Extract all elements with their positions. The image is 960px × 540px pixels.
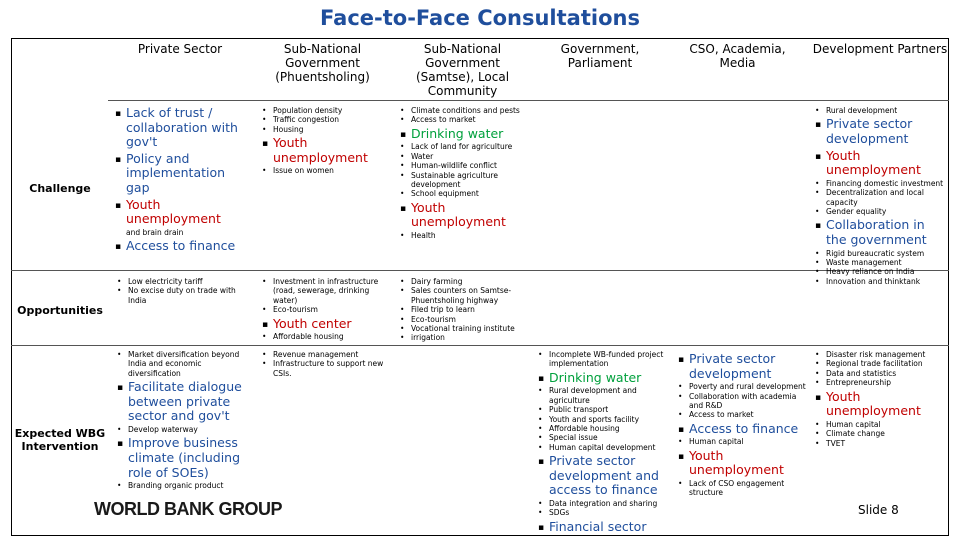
bullet-item: ▪ Youth unemployment: [115, 198, 245, 227]
bullet-item: and brain drain: [126, 227, 184, 237]
bullet-item: • Lack of CSO engagement structure: [678, 479, 806, 498]
bullet-item: • SDGs: [538, 508, 666, 517]
bullet-item: • Youth and sports facility: [538, 415, 666, 424]
bullet-item: • Entrepreneurship: [815, 378, 945, 387]
bullet-item: • Human-wildlife conflict: [400, 161, 528, 170]
bullet-item: ▪ Financial sector: [538, 520, 666, 535]
bullet-item: ▪ Private sector development: [678, 352, 806, 381]
column-header-phuentsholing: Sub-National Government (Phuentsholing): [275, 42, 370, 84]
bullet-list: [400, 106, 528, 240]
bullet-item: ▪ Youth unemployment: [815, 390, 945, 419]
cell-challenge-phuentsholing: [262, 106, 390, 176]
bullet-item: ▪ Drinking water: [538, 371, 666, 386]
bullet-item: • TVET: [815, 439, 945, 448]
bullet-list: [678, 352, 806, 498]
bullet-item: • Revenue management: [262, 350, 390, 359]
column-header-private-sector: Private Sector: [137, 42, 223, 56]
cell-wbg-government: [538, 350, 666, 535]
bullet-item: • Human capital: [815, 420, 945, 429]
bullet-item: ▪ Access to finance: [115, 239, 245, 254]
bullet-item: • Rural development: [815, 106, 945, 115]
bullet-item: • Health: [400, 231, 528, 240]
bullet-item: • Develop waterway: [117, 425, 245, 434]
bullet-item: • Filed trip to learn: [400, 305, 520, 314]
bullet-item: • Affordable housing: [538, 424, 666, 433]
bullet-list: [815, 277, 945, 286]
cell-wbg-dev-partners: [815, 350, 945, 448]
bullet-list: [815, 350, 945, 448]
bullet-item: • Climate change: [815, 429, 945, 438]
row-label-opportunities: Opportunities: [17, 304, 103, 317]
cell-opportunities-private-sector: [117, 277, 245, 305]
bullet-item: ▪ Improve business climate (including role of SOEs): [117, 436, 245, 480]
slide-number: Slide 8: [858, 503, 899, 517]
bullet-item: • Innovation and thinktank: [815, 277, 945, 286]
bullet-list: [262, 350, 390, 378]
bullet-item: • Human capital: [678, 437, 806, 446]
bullet-item: ▪ Youth unemployment: [262, 136, 390, 165]
column-header-dev-partners: Development Partners: [812, 42, 948, 56]
bullet-item: • Disaster risk management: [815, 350, 945, 359]
bullet-item: ▪ Drinking water: [400, 127, 528, 142]
bullet-item: ▪ Youth unemployment: [815, 149, 945, 178]
cell-wbg-cso: [678, 350, 806, 498]
bullet-item: • Investment in infrastructure (road, sewerage, drinking water): [262, 277, 390, 305]
bullet-list: [262, 106, 390, 176]
column-header-cso: CSO, Academia, Media: [689, 42, 786, 70]
bullet-item: ▪ Collaboration in the government: [815, 218, 945, 247]
slide-title: Face-to-Face Consultations: [320, 6, 640, 30]
bullet-item: ▪ Youth center: [262, 317, 390, 332]
bullet-item: ▪ Access to finance: [678, 422, 806, 437]
bullet-item: ▪ Lack of trust / collaboration with gov't: [115, 106, 245, 150]
bullet-item: • Poverty and rural development: [678, 382, 806, 391]
bullet-item: • Data and statistics: [815, 369, 945, 378]
column-header-government: Government, Parliament: [560, 42, 640, 70]
bullet-item: • Housing: [262, 125, 390, 134]
row-divider: [11, 270, 949, 271]
cell-wbg-private-sector: [117, 350, 245, 491]
bullet-item: • Water: [400, 152, 528, 161]
bullet-item: • Vocational training institute: [400, 324, 520, 333]
bullet-item: • No excise duty on trade with India: [117, 286, 245, 305]
bullet-item: ▪ Private sector development and access to finance: [538, 454, 666, 498]
bullet-item: • Financing domestic investment: [815, 179, 945, 188]
column-header-samtse: Sub-National Government (Samtse), Local Community: [415, 42, 510, 98]
bullet-item: • Public transport: [538, 405, 666, 414]
bullet-item: ▪ Private sector development: [815, 117, 945, 146]
row-divider: [108, 100, 949, 101]
row-label-challenge: Challenge: [29, 182, 91, 195]
bullet-item: • Regional trade facilitation: [815, 359, 945, 368]
bullet-list: [117, 350, 245, 491]
bullet-item: • Collaboration with academia and R&D: [678, 392, 806, 411]
cell-opportunities-samtse: [400, 277, 520, 343]
bullet-list: [400, 277, 520, 343]
bullet-item: ▪ Policy and implementation gap: [115, 152, 245, 196]
bullet-list: [117, 277, 245, 305]
world-bank-group-logo: WORLD BANK GROUP: [94, 499, 282, 519]
bullet-item: ▪ Facilitate dialogue between private sector and gov't: [117, 380, 245, 424]
bullet-item: • Branding organic product: [117, 481, 245, 490]
bullet-list: [115, 106, 245, 254]
bullet-item: • Gender equality: [815, 207, 945, 216]
bullet-item: • Market diversification beyond India and economic diversification: [117, 350, 245, 378]
bullet-item: • Access to market: [678, 410, 806, 419]
bullet-item: • Lack of land for agriculture: [400, 142, 528, 151]
bullet-item: • Rural development and agriculture: [538, 386, 666, 405]
bullet-item: • Access to market: [400, 115, 528, 124]
cell-opportunities-phuentsholing: [262, 277, 390, 342]
bullet-item: • Waste management: [815, 258, 945, 267]
bullet-item: • Rigid bureaucratic system: [815, 249, 945, 258]
bullet-item: • Sales counters on Samtse-Phuentsholing highway: [400, 286, 520, 305]
cell-opportunities-dev-partners: [815, 277, 945, 286]
bullet-item: • Human capital development: [538, 443, 666, 452]
bullet-item: • Population density: [262, 106, 390, 115]
cell-challenge-dev-partners: [815, 106, 945, 277]
bullet-item: • Low electricity tariff: [117, 277, 245, 286]
bullet-item: • Eco-tourism: [400, 315, 520, 324]
cell-challenge-private-sector: [115, 104, 245, 255]
bullet-item: • School equipment: [400, 189, 528, 198]
row-label-wbg-intervention: Expected WBG Intervention: [14, 427, 106, 453]
cell-wbg-phuentsholing: [262, 350, 390, 378]
bullet-item: • Affordable housing: [262, 332, 390, 341]
bullet-item: • Dairy farming: [400, 277, 520, 286]
bullet-list: [815, 106, 945, 277]
cell-challenge-samtse: [400, 106, 528, 240]
bullet-item: ▪ Youth unemployment: [678, 449, 806, 478]
bullet-item: • Climate conditions and pests: [400, 106, 528, 115]
bullet-item: • Eco-tourism: [262, 305, 390, 314]
bullet-item: • Special issue: [538, 433, 666, 442]
bullet-item: • Sustainable agriculture development: [400, 171, 528, 190]
bullet-item: • irrigation: [400, 333, 520, 342]
bullet-item: • Decentralization and local capacity: [815, 188, 945, 207]
bullet-item: • Traffic congestion: [262, 115, 390, 124]
bullet-item: • Issue on women: [262, 166, 390, 175]
bullet-item: ▪ Youth unemployment: [400, 201, 528, 230]
bullet-item: • Heavy reliance on India: [815, 267, 945, 276]
bullet-item: • Infrastructure to support new CSIs.: [262, 359, 390, 378]
row-divider: [11, 345, 949, 346]
bullet-item: • Incomplete WB-funded project implementation: [538, 350, 666, 369]
bullet-list: [262, 277, 390, 342]
bullet-item: • Data integration and sharing: [538, 499, 666, 508]
bullet-list: [538, 350, 666, 534]
